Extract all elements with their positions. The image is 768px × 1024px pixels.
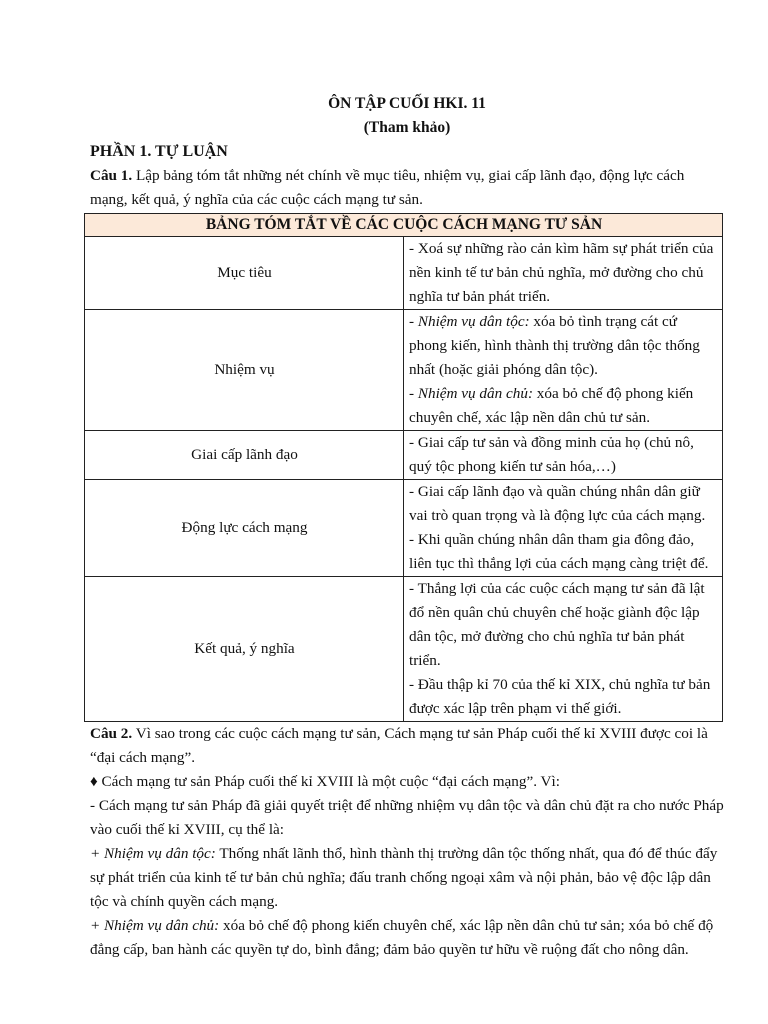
table-header-row xyxy=(85,214,723,237)
answer-paragraph: - Cách mạng tư sản Pháp đã giải quyết triệt để những nhiệm vụ dân tộc và dân chủ đặt ra cho nước Pháp vào cuối thế kỉ XVIII, cụ thể là: xyxy=(90,797,724,838)
row-line: - Đầu thập kỉ 70 của thế kỉ XIX, chủ nghĩa tư bản được xác lập trên phạm vi thế giới. xyxy=(409,676,711,717)
table-header: BẢNG TÓM TẮT VỀ CÁC CUỘC CÁCH MẠNG TƯ SẢN xyxy=(85,214,723,237)
row-label: Kết quả, ý nghĩa xyxy=(85,577,404,722)
table-row xyxy=(85,237,723,310)
row-content xyxy=(404,577,723,722)
row-line: - Giai cấp lãnh đạo và quần chúng nhân dân giữ vai trò quan trọng và là động lực của cách mạng. xyxy=(409,483,706,524)
row-line: - Giai cấp tư sản và đồng minh của họ (chủ nô, quý tộc phong kiến tư sản hóa,…) xyxy=(409,434,694,475)
question-1-text: Lập bảng tóm tắt những nét chính về mục tiêu, nhiệm vụ, giai cấp lãnh đạo, động lực cách mạng, kết quả, ý nghĩa của các cuộc cách mạng tư sản. xyxy=(90,167,685,208)
row-label: Nhiệm vụ xyxy=(85,310,404,431)
answer-emphasis: + Nhiệm vụ dân chủ: xyxy=(90,917,220,934)
row-line: - Khi quần chúng nhân dân tham gia đông đảo, liên tục thì thắng lợi của cách mạng càng triệt để. xyxy=(409,531,709,572)
row-line xyxy=(409,310,718,382)
row-text: xóa bỏ chế độ phong kiến chuyên chế, xác lập nền dân chủ tư sản. xyxy=(409,385,694,426)
table-row xyxy=(85,431,723,480)
answer-emphasis: + Nhiệm vụ dân tộc: xyxy=(90,845,216,862)
row-line xyxy=(409,382,718,430)
question-1-label: Câu 1. xyxy=(90,167,133,184)
row-line: - Xoá sự những rào cản kìm hãm sự phát triển của nền kinh tế tư bản chủ nghĩa, mở đường cho chủ nghĩa tư bản phát triển. xyxy=(409,240,714,305)
doc-title: ÔN TẬP CUỐI HKI. 11 xyxy=(328,95,486,112)
answer-text: xóa bỏ chế độ phong kiến chuyên chế, xác lập nền dân chủ tư sản; xóa bỏ chế độ đẳng cấp, ban hành các quyền tự do, bình đẳng; đảm bảo quyền tư hữu về ruộng đất cho nông dân. xyxy=(90,917,714,958)
question-1 xyxy=(90,164,724,212)
summary-table xyxy=(84,213,723,722)
row-content xyxy=(404,237,723,310)
answer-text: Thống nhất lãnh thổ, hình thành thị trường dân tộc thống nhất, qua đó để thúc đẩy sự phát triển của kinh tế tư bản chủ nghĩa; đấu tranh chống ngoại xâm và nội phản, bảo vệ độc lập dân tộc và chính quyền cách mạng. xyxy=(90,845,718,910)
row-line: - Thắng lợi của các cuộc cách mạng tư sản đã lật đổ nền quân chủ chuyên chế hoặc giành độc lập dân tộc, mở đường cho chủ nghĩa tư bản phát triển. xyxy=(409,580,705,669)
table-row xyxy=(85,310,723,431)
table-row xyxy=(85,480,723,577)
row-content xyxy=(404,480,723,577)
question-2 xyxy=(90,722,724,770)
row-text: xóa bỏ tình trạng cát cứ phong kiến, hình thành thị trường dân tộc thống nhất (hoặc giải phóng dân tộc). xyxy=(409,313,700,378)
table-row xyxy=(85,577,723,722)
row-content xyxy=(404,431,723,480)
answer-paragraph xyxy=(90,842,724,914)
answer-paragraph xyxy=(90,914,724,962)
document-page xyxy=(90,92,724,962)
doc-subtitle: (Tham khảo) xyxy=(363,119,451,136)
row-emphasis: - Nhiệm vụ dân chủ: xyxy=(409,385,533,402)
question-2-text: Vì sao trong các cuộc cách mạng tư sản, Cách mạng tư sản Pháp cuối thế kỉ XVIII được coi là “đại cách mạng”. xyxy=(90,725,708,766)
row-label: Mục tiêu xyxy=(85,237,404,310)
row-content xyxy=(404,310,723,431)
row-emphasis: - Nhiệm vụ dân tộc: xyxy=(409,313,530,330)
row-label: Giai cấp lãnh đạo xyxy=(85,431,404,480)
answer-paragraph: ♦ Cách mạng tư sản Pháp cuối thế kỉ XVIII là một cuộc “đại cách mạng”. Vì: xyxy=(90,773,560,790)
question-2-label: Câu 2. xyxy=(90,725,133,742)
row-label: Động lực cách mạng xyxy=(85,480,404,577)
part-heading: PHẦN 1. TỰ LUẬN xyxy=(90,143,228,160)
